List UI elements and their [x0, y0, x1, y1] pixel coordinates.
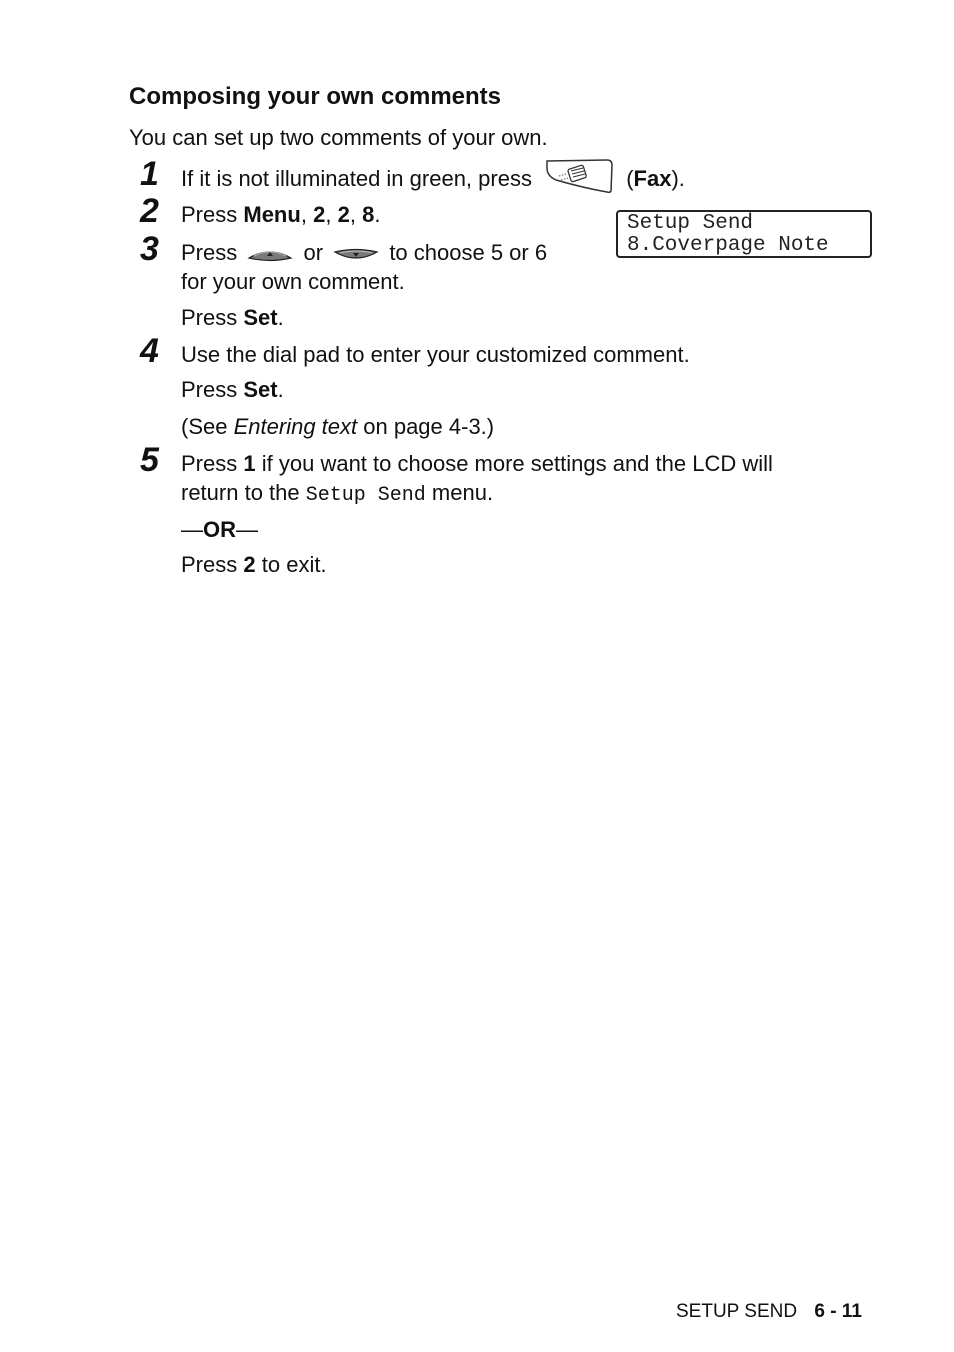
key-2-a: 2: [313, 202, 326, 227]
key-2-exit: 2: [243, 552, 256, 577]
see-suffix: on page 4-3.): [363, 414, 495, 439]
set-key-label: Set: [243, 305, 278, 330]
key-2-b: 2: [337, 202, 350, 227]
step-3-suffix: to choose 5 or 6: [389, 240, 548, 265]
page-footer: [676, 1301, 862, 1323]
key-8: 8: [362, 202, 375, 227]
fax-key-label: Fax: [633, 166, 672, 191]
step-5-alt-suffix: to exit.: [261, 552, 327, 577]
up-arrow-key-icon: [246, 243, 294, 261]
fax-key-icon: [544, 158, 614, 194]
step-4-press: Press: [181, 377, 238, 402]
down-arrow-key-icon: [332, 243, 380, 261]
footer-page-number: 6 - 11: [814, 1301, 862, 1322]
step-1-text: [181, 165, 685, 194]
step-1-paren-close: ).: [671, 166, 685, 191]
lcd-line-2: 8.Coverpage Note: [627, 234, 829, 257]
key-1: 1: [243, 451, 256, 476]
step-3-press-set: [181, 304, 284, 332]
or-text: OR: [203, 517, 236, 542]
step-4-line-1: Use the dial pad to enter your customized comment.: [181, 342, 690, 367]
step-4-end: .: [277, 377, 284, 402]
step-5-line-1: [181, 450, 773, 478]
lcd-display: [616, 210, 872, 258]
step-5-line-2-suffix: menu.: [431, 480, 494, 505]
step-2-text: [181, 201, 380, 229]
step-2-sep-1: ,: [300, 202, 307, 227]
step-1-prefix: If it is not illuminated in green, press: [181, 166, 532, 191]
step-3-line-2: for your own comment.: [181, 269, 405, 294]
step-5-alt: [181, 551, 327, 579]
step-5-alt-prefix: Press: [181, 552, 238, 577]
step-3-or: or: [303, 240, 324, 265]
cross-reference-link: Entering text: [233, 414, 358, 439]
step-5-line-2: [181, 479, 493, 510]
step-5-suffix: if you want to choose more settings and the LCD will: [261, 451, 773, 476]
step-2-prefix: Press: [181, 202, 238, 227]
step-3-end: .: [277, 305, 284, 330]
step-1-paren-open: (: [626, 166, 634, 191]
step-number-4: 4: [140, 332, 159, 370]
menu-key-label: Menu: [243, 202, 301, 227]
section-title: Composing your own comments: [129, 83, 502, 110]
step-number-5: 5: [140, 441, 159, 479]
or-separator: [181, 516, 258, 544]
setup-send-menu-name: Setup Send: [305, 484, 426, 507]
step-5-line-2-prefix: return to the: [181, 480, 300, 505]
step-2-sep-2: ,: [325, 202, 332, 227]
step-3-prefix: Press: [181, 240, 238, 265]
step-4-press-set: [181, 376, 284, 404]
or-dash-left: —: [181, 517, 203, 542]
step-number-2: 2: [140, 192, 159, 230]
step-3-press: Press: [181, 305, 238, 330]
or-dash-right: —: [236, 517, 258, 542]
step-number-1: 1: [140, 155, 159, 193]
see-prefix: (See: [181, 414, 228, 439]
step-4-see-ref: [181, 413, 494, 441]
step-2-end: .: [374, 202, 381, 227]
lcd-line-1: Setup Send: [627, 212, 754, 235]
footer-section: SETUP SEND: [676, 1301, 798, 1322]
intro-text: You can set up two comments of your own.: [129, 125, 548, 150]
step-5-prefix: Press: [181, 451, 238, 476]
step-number-3: 3: [140, 230, 159, 268]
step-2-sep-3: ,: [349, 202, 356, 227]
set-key-label: Set: [243, 377, 278, 402]
step-3-line-1: [181, 239, 547, 267]
